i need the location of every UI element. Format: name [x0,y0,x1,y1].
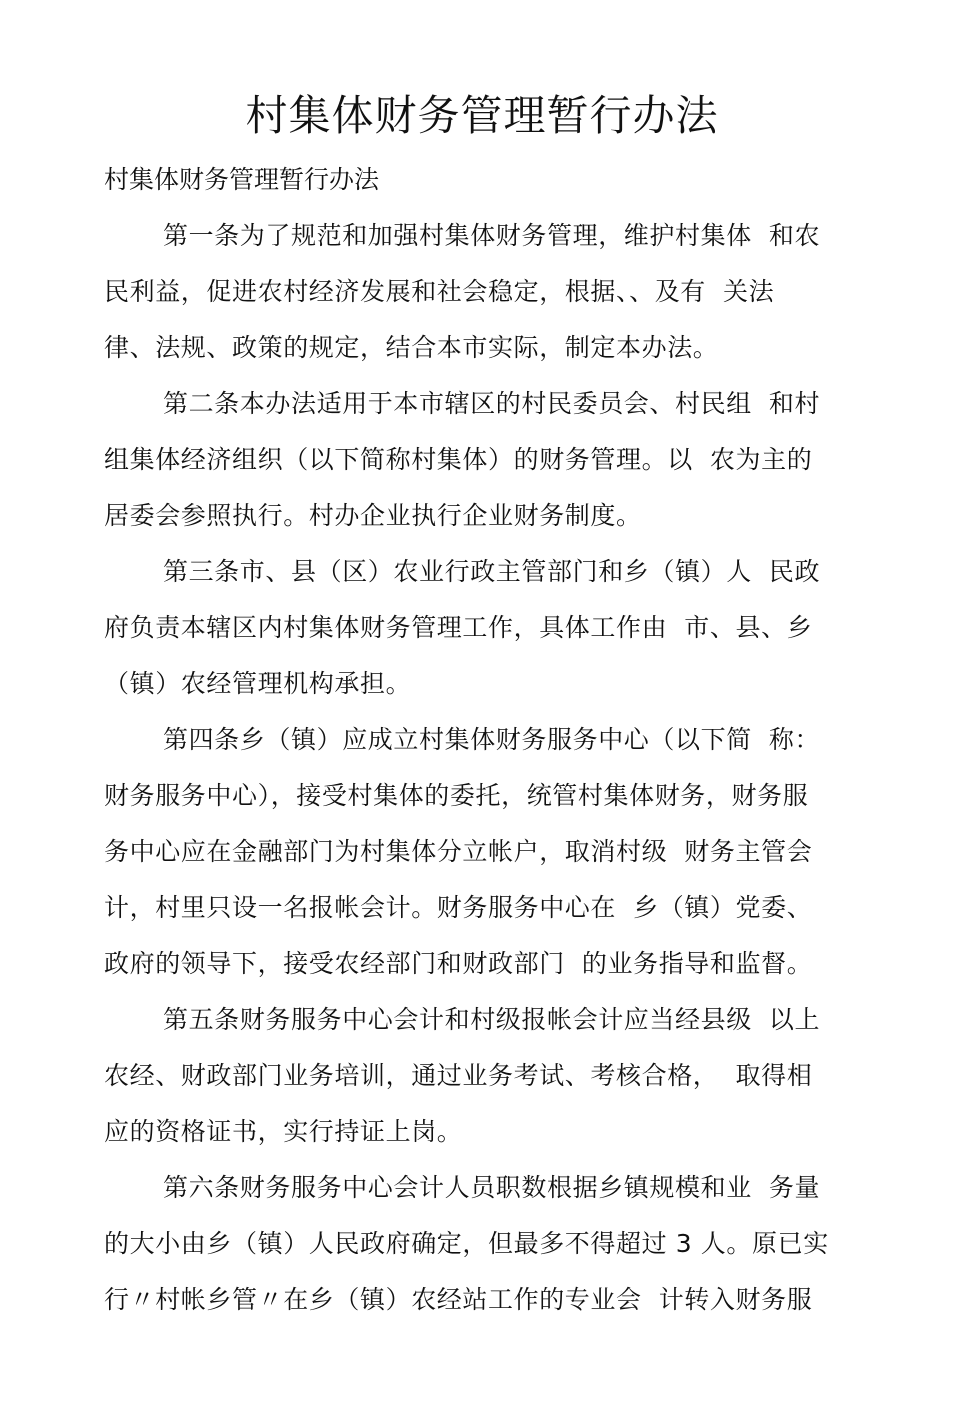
document-subtitle: 村集体财务管理暂行办法 [104,165,380,194]
document-title: 村集体财务管理暂行办法 [245,91,719,140]
text-line: 应的资格证书，实行持证上岗。 [104,1117,463,1146]
text-line-article-1: 第一条为了规范和加强村集体财务管理，维护村集体 和农 [163,221,821,250]
text-line: 民利益，促进农村经济发展和社会稳定，根据、、及有 关法 [104,277,775,306]
text-line-article-4: 第四条乡（镇）应成立村集体财务服务中心（以下简 称： [163,725,821,754]
text-line-article-5: 第五条财务服务中心会计和村级报帐会计应当经县级 以上 [163,1005,821,1034]
text-line: 行〃村帐乡管〃在乡（镇）农经站工作的专业会 计转入财务服 [104,1285,813,1314]
text-line-article-6: 第六条财务服务中心会计人员职数根据乡镇规模和业 务量 [163,1173,821,1202]
text-line-article-2: 第二条本办法适用于本市辖区的村民委员会、村民组 和村 [163,389,821,418]
text-line: 务中心应在金融部门为村集体分立帐户，取消村级 财务主管会 [104,837,813,866]
text-line: 府负责本辖区内村集体财务管理工作，具体工作由 市、县、乡 [104,613,813,642]
text-line: （镇）农经管理机构承担。 [104,669,412,698]
text-line: 计，村里只设一名报帐会计。财务服务中心在 乡（镇）党委、 [104,893,813,922]
text-line: 居委会参照执行。村办企业执行企业财务制度。 [104,501,642,530]
text-line: 农经、财政部门业务培训，通过业务考试、考核合格， 取得相 [104,1061,813,1090]
text-line: 政府的领导下，接受农经部门和财政部门 的业务指导和监督。 [104,949,813,978]
text-line: 组集体经济组织（以下简称村集体）的财务管理。以 农为主的 [104,445,813,474]
text-line: 律、法规、政策的规定，结合本市实际，制定本办法。 [104,333,719,362]
text-line: 财务服务中心），接受村集体的委托，统管村集体财务，财务服 [104,781,809,810]
text-line: 的大小由乡（镇）人民政府确定，但最多不得超过 3 人。原已实 [104,1229,829,1258]
text-line-article-3: 第三条市、县（区）农业行政主管部门和乡（镇）人 民政 [163,557,821,586]
